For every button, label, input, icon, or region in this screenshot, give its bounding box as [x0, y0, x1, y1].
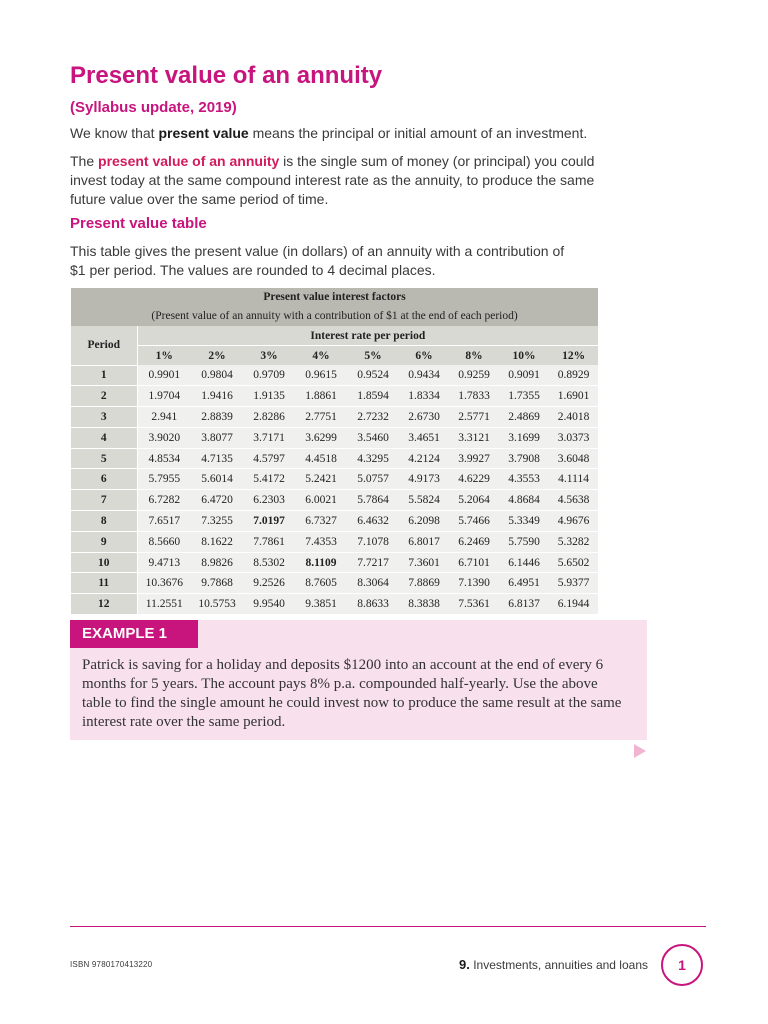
value-cell: 3.9927: [449, 448, 499, 469]
value-cell: 2.5771: [449, 407, 499, 428]
value-cell: 2.8839: [191, 407, 243, 428]
table-intro: This table gives the present value (in dollars) of an annuity with a contribution of $1 per period. The values are rounded to 4 decimal places.: [70, 243, 565, 278]
value-cell: 7.4353: [295, 531, 347, 552]
value-cell: 1.6901: [549, 386, 598, 407]
example-text: Patrick is saving for a holiday and deposits $1200 into an account at the end of every 6 months for 5 years. The account pays 8% p.a. compounded half-yearly. Use the above table to find the single amount he could invest now to produce the same result at the same interest rate over the same period.: [82, 657, 622, 730]
value-cell: 3.3121: [449, 427, 499, 448]
value-cell: 4.8684: [499, 490, 549, 511]
example-box: [70, 620, 647, 740]
value-cell: 3.9020: [137, 427, 191, 448]
value-cell: 8.5302: [243, 552, 295, 573]
value-cell: 4.5797: [243, 448, 295, 469]
value-cell: 2.7232: [347, 407, 399, 428]
period-cell: 2: [71, 386, 137, 407]
value-cell: 4.9676: [549, 511, 598, 532]
next-arrow-icon[interactable]: [634, 744, 646, 758]
period-cell: 7: [71, 490, 137, 511]
value-cell: 8.8633: [347, 594, 399, 615]
value-cell: 7.5361: [449, 594, 499, 615]
rate-col-header: 8%: [449, 346, 499, 366]
value-cell: 0.8929: [549, 365, 598, 386]
rate-col-header: 3%: [243, 346, 295, 366]
page-title: Present value of an annuity: [70, 62, 383, 89]
period-cell: 5: [71, 448, 137, 469]
value-cell: 4.6229: [449, 469, 499, 490]
value-cell: 2.4018: [549, 407, 598, 428]
value-cell: 4.1114: [549, 469, 598, 490]
present-value-table: [71, 288, 598, 615]
table-row: [71, 386, 598, 407]
rate-col-header: 12%: [549, 346, 598, 366]
period-cell: 3: [71, 407, 137, 428]
period-header: Period: [71, 326, 137, 365]
period-cell: 1: [71, 365, 137, 386]
table-row: [71, 594, 598, 615]
value-cell: 5.3349: [499, 511, 549, 532]
definition-text-pre: The: [70, 153, 99, 169]
value-cell: 1.8334: [399, 386, 449, 407]
definition-term: present value of an annuity: [98, 153, 280, 169]
value-cell: 7.1078: [347, 531, 399, 552]
value-cell: 5.6014: [191, 469, 243, 490]
value-cell: 0.9259: [449, 365, 499, 386]
period-cell: 4: [71, 427, 137, 448]
table-title: Present value interest factors: [71, 288, 598, 306]
intro-text-post: means the principal or initial amount of an investment.: [248, 125, 588, 141]
value-cell: 3.6048: [549, 448, 598, 469]
value-cell: 0.9434: [399, 365, 449, 386]
value-cell: 1.7355: [499, 386, 549, 407]
period-cell: 11: [71, 573, 137, 594]
section-heading: Present value table: [70, 215, 207, 232]
value-cell: 0.9524: [347, 365, 399, 386]
rate-col-header: 6%: [399, 346, 449, 366]
value-cell: 5.6502: [549, 552, 598, 573]
table-subtitle: (Present value of an annuity with a contribution of $1 at the end of each period): [71, 306, 598, 326]
table-row: [71, 490, 598, 511]
value-cell: 3.7908: [499, 448, 549, 469]
value-cell: 6.4720: [191, 490, 243, 511]
value-cell: 10.3676: [137, 573, 191, 594]
value-cell: 5.5824: [399, 490, 449, 511]
value-cell: 4.2124: [399, 448, 449, 469]
table-row: [71, 511, 598, 532]
period-cell: 6: [71, 469, 137, 490]
value-cell: 6.1446: [499, 552, 549, 573]
value-cell: 8.3064: [347, 573, 399, 594]
value-cell: 9.7868: [191, 573, 243, 594]
value-cell: 6.7282: [137, 490, 191, 511]
value-cell: 6.0021: [295, 490, 347, 511]
value-cell: 3.0373: [549, 427, 598, 448]
value-cell: 7.8869: [399, 573, 449, 594]
value-cell: 2.7751: [295, 407, 347, 428]
value-cell: 3.8077: [191, 427, 243, 448]
value-cell: 4.7135: [191, 448, 243, 469]
value-cell: 5.7590: [499, 531, 549, 552]
value-cell: 3.4651: [399, 427, 449, 448]
period-cell: 9: [71, 531, 137, 552]
value-cell: 7.7861: [243, 531, 295, 552]
value-cell: 1.9135: [243, 386, 295, 407]
value-cell: 3.6299: [295, 427, 347, 448]
value-cell: 9.9540: [243, 594, 295, 615]
value-cell: 2.941: [137, 407, 191, 428]
value-cell: 3.1699: [499, 427, 549, 448]
value-cell: 11.2551: [137, 594, 191, 615]
table-row: [71, 469, 598, 490]
rate-col-header: 2%: [191, 346, 243, 366]
value-cell: 0.9615: [295, 365, 347, 386]
table-row: [71, 365, 598, 386]
period-cell: 10: [71, 552, 137, 573]
value-cell: 7.0197: [243, 511, 295, 532]
value-cell: 6.8137: [499, 594, 549, 615]
isbn: ISBN 9780170413220: [70, 960, 153, 969]
definition-paragraph: [70, 152, 630, 209]
value-cell: 0.9804: [191, 365, 243, 386]
chapter-title: [420, 957, 648, 972]
value-cell: 7.1390: [449, 573, 499, 594]
value-cell: 6.2098: [399, 511, 449, 532]
value-cell: 6.4951: [499, 573, 549, 594]
value-cell: 4.4518: [295, 448, 347, 469]
rate-col-header: 10%: [499, 346, 549, 366]
value-cell: 0.9709: [243, 365, 295, 386]
value-cell: 8.1109: [295, 552, 347, 573]
value-cell: 1.8594: [347, 386, 399, 407]
value-cell: 1.8861: [295, 386, 347, 407]
table-row: [71, 552, 598, 573]
value-cell: 8.9826: [191, 552, 243, 573]
table-row: [71, 573, 598, 594]
value-cell: 6.2303: [243, 490, 295, 511]
value-cell: 8.7605: [295, 573, 347, 594]
value-cell: 3.5460: [347, 427, 399, 448]
value-cell: 7.7217: [347, 552, 399, 573]
definition-text-post: is the single sum of money (or principal) you could invest today at the same compound interest rate as the annuity, to produce the same future value over the same period of time.: [70, 153, 595, 207]
value-cell: 5.0757: [347, 469, 399, 490]
value-cell: 4.9173: [399, 469, 449, 490]
chapter-name: Investments, annuities and loans: [469, 958, 648, 972]
value-cell: 9.4713: [137, 552, 191, 573]
rate-header: Interest rate per period: [137, 326, 598, 346]
value-cell: 3.7171: [243, 427, 295, 448]
value-cell: 6.8017: [399, 531, 449, 552]
value-cell: 8.5660: [137, 531, 191, 552]
table-row: [71, 448, 598, 469]
example-label: EXAMPLE 1: [70, 620, 198, 648]
value-cell: 5.7864: [347, 490, 399, 511]
value-cell: 4.5638: [549, 490, 598, 511]
value-cell: 9.2526: [243, 573, 295, 594]
value-cell: 2.6730: [399, 407, 449, 428]
value-cell: 5.7466: [449, 511, 499, 532]
value-cell: 7.3255: [191, 511, 243, 532]
value-cell: 1.9416: [191, 386, 243, 407]
value-cell: 5.4172: [243, 469, 295, 490]
value-cell: 5.3282: [549, 531, 598, 552]
page-subtitle: (Syllabus update, 2019): [70, 99, 237, 116]
value-cell: 2.4869: [499, 407, 549, 428]
value-cell: 8.1622: [191, 531, 243, 552]
page-number: 1: [661, 944, 703, 986]
value-cell: 0.9091: [499, 365, 549, 386]
value-cell: 6.7101: [449, 552, 499, 573]
value-cell: 10.5753: [191, 594, 243, 615]
intro-text-pre: We know that: [70, 125, 159, 141]
value-cell: 7.3601: [399, 552, 449, 573]
value-cell: 1.9704: [137, 386, 191, 407]
rate-col-header: 1%: [137, 346, 191, 366]
value-cell: 6.4632: [347, 511, 399, 532]
value-cell: 1.7833: [449, 386, 499, 407]
value-cell: 6.2469: [449, 531, 499, 552]
value-cell: 5.2421: [295, 469, 347, 490]
table-row: [71, 531, 598, 552]
value-cell: 0.9901: [137, 365, 191, 386]
value-cell: 4.3553: [499, 469, 549, 490]
value-cell: 4.3295: [347, 448, 399, 469]
value-cell: 5.9377: [549, 573, 598, 594]
chapter-number: 9.: [459, 957, 470, 972]
value-cell: 9.3851: [295, 594, 347, 615]
value-cell: 2.8286: [243, 407, 295, 428]
footer-divider: [70, 926, 706, 927]
intro-paragraph: [70, 124, 630, 143]
rate-col-header: 5%: [347, 346, 399, 366]
period-cell: 12: [71, 594, 137, 615]
table-row: [71, 427, 598, 448]
value-cell: 5.2064: [449, 490, 499, 511]
table-row: [71, 407, 598, 428]
value-cell: 7.6517: [137, 511, 191, 532]
value-cell: 6.1944: [549, 594, 598, 615]
rate-col-header: 4%: [295, 346, 347, 366]
value-cell: 4.8534: [137, 448, 191, 469]
value-cell: 8.3838: [399, 594, 449, 615]
value-cell: 6.7327: [295, 511, 347, 532]
intro-term: present value: [158, 125, 249, 141]
value-cell: 5.7955: [137, 469, 191, 490]
period-cell: 8: [71, 511, 137, 532]
